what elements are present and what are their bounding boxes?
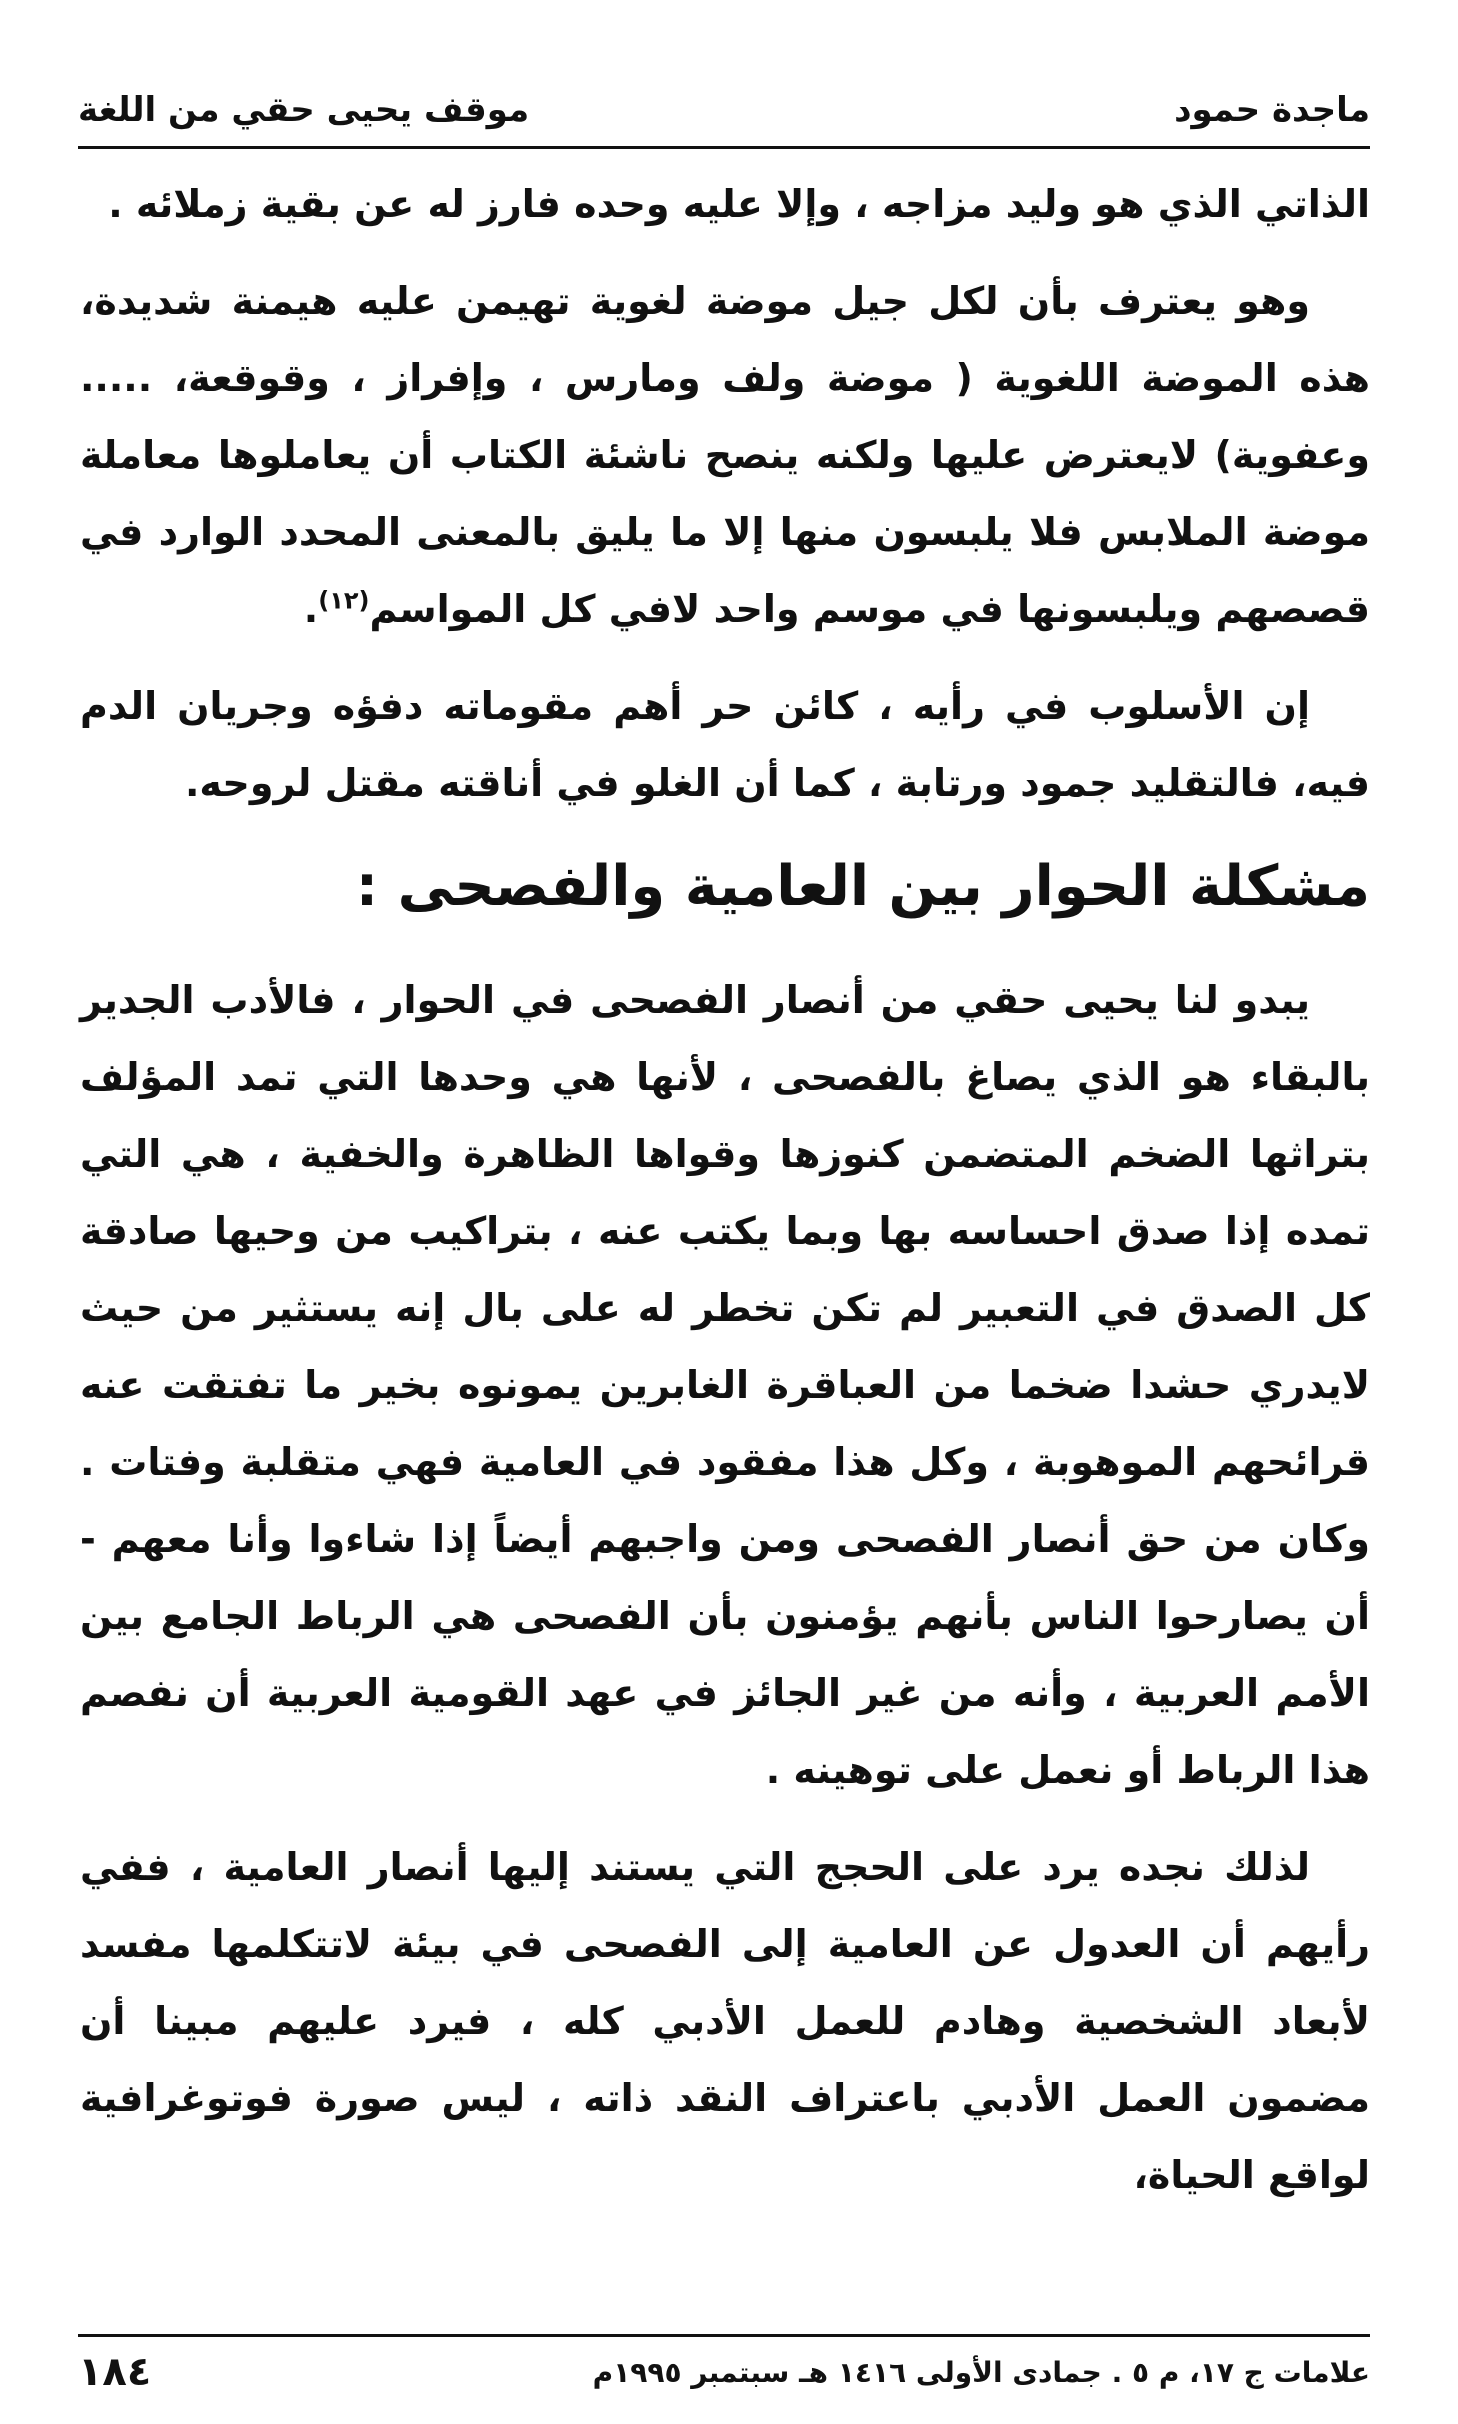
body-text [80,166,1370,2234]
paragraph-2-text: وهو يعترف بأن لكل جيل موضة لغوية تهيمن عليه هيمنة شديدة، هذه الموضة اللغوية ( موضة ولف ومارس ، وإفراز ، وقوقعة، ..... وعفوية) لايعترض عليها ولكنه ينصح ناشئة الكتاب أن يعاملوها معاملة موضة الملابس فلا يلبسون منها إلا ما يليق بالمعنى المحدد الوارد في قصصهم ويلبسونها في موسم واحد لافي كل المواسم [80,279,1370,631]
running-footer [78,2342,1370,2402]
journal-info: علامات ج ١٧، م ٥ . جمادى الأولى ١٤١٦ هـ سبتمبر ١٩٩٥م [592,2355,1370,2389]
header-title: موقف يحيى حقي من اللغة [78,90,530,130]
paragraph-2-end: . [303,587,319,631]
header-author: ماجدة حمود [1174,90,1370,130]
page-number: ١٨٤ [78,2349,152,2395]
paragraph-1: الذاتي الذي هو وليد مزاجه ، وإلا عليه وحده فارز له عن بقية زملائه . [108,182,1370,226]
paragraph-3: إن الأسلوب في رأيه ، كائن حر أهم مقوماته دفؤه وجريان الدم فيه، فالتقليد جمود ورتابة ، كما أن الغلو في أناقته مقتل لروحه. [80,684,1370,805]
header-rule [78,146,1370,149]
footer-rule [78,2334,1370,2337]
running-header [78,80,1370,140]
paragraph-2 [80,263,1370,648]
footnote-ref: (١٢) [318,586,370,615]
section-heading: مشكلة الحوار بين العامية والفصحى : [355,854,1370,919]
paragraph-5: لذلك نجده يرد على الحجج التي يستند إليها أنصار العامية ، ففي رأيهم أن العدول عن العامية إلى الفصحى في بيئة لاتتكلمها مفسد لأبعاد الشخصية وهادم للعمل الأدبي كله ، فيرد عليهم مبينا أن مضمون العمل الأدبي باعتراف النقد ذاته ، ليس صورة فوتوغرافية لواقع الحياة، [80,1845,1370,2197]
paragraph-4: يبدو لنا يحيى حقي من أنصار الفصحى في الحوار ، فالأدب الجدير بالبقاء هو الذي يصاغ بالفصحى ، لأنها هي وحدها التي تمد المؤلف بتراثها الضخم المتضمن كنوزها وقواها الظاهرة والخفية ، هي التي تمده إذا صدق احساسه بها وبما يكتب عنه ، بتراكيب من وحيها صادقة كل الصدق في التعبير لم تكن تخطر له على بال إنه يستثير من حيث لايدري حشدا ضخما من العباقرة الغابرين يمونوه بخير ما تفتقت عنه قرائحهم الموهوبة ، وكل هذا مفقود في العامية فهي متقلبة وفتات . وكان من حق أنصار الفصحى ومن واجبهم أيضاً إذا شاءوا وأنا معهم - أن يصارحوا الناس بأنهم يؤمنون بأن الفصحى هي الرباط الجامع بين الأمم العربية ، وأنه من غير الجائز في عهد القومية العربية أن نفصم هذا الرباط أو نعمل على توهينه . [80,978,1370,1792]
